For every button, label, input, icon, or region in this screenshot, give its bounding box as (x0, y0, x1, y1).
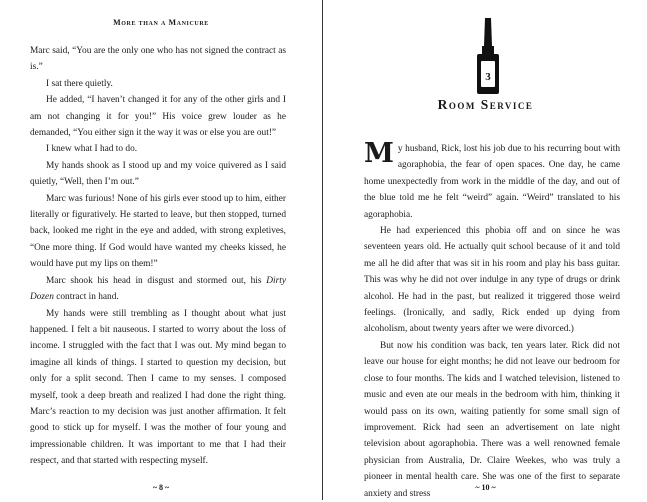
left-page-body (30, 43, 286, 470)
left-page (0, 0, 323, 500)
paragraph: He had experienced this phobia off and on since he was seventeen years old. He actually quit school because of it and told me all he did after that was sit in his room and play his bass guitar. This was why he did not over indulge in any type of drugs or drink alcohol. He had in the past, but realized it triggered those weird feelings. (Ironically, and sadly, Rick ended up dying from alcoholism, about twenty years after we were divorced.) (364, 226, 620, 335)
paragraph-text: y husband, Rick, lost his job due to his recurring bout with agoraphobia, the fear of open spaces. One day, he came home unexpectedly from work in the middle of the day, and out of the blue told me he felt “weird” again. “Weird” translated to his agoraphobia. (364, 144, 620, 220)
paragraph: I sat there quietly. (46, 78, 113, 89)
paragraph (30, 273, 286, 306)
drop-cap: M (364, 138, 394, 169)
paragraph: He added, “I haven’t changed it for any of the other girls and I am not changing it for you!” His voice grew louder as he demanded, “You either sign it the way it was or else you are out!” (30, 95, 286, 139)
paragraph: Marc said, “You are the only one who has not signed the contract as is.” (30, 46, 286, 73)
page-number: ~ 8 ~ (152, 483, 170, 492)
paragraph-text: contract in hand. (53, 292, 119, 303)
paragraph (364, 138, 620, 223)
paragraph: But now his condition was back, ten years later. Rick did not leave our house for eight months; he did not leave our bedroom for close to four months. The kids and I watched television, listened to music and even ate our meals in the bedroom with him, thinking it would pass on its own, waiting patiently for some small sign of improvement. Rick had seen an advertisement on late night television about agoraphobia. There was a well renowned female physician from Australia, Dr. Claire Weekes, who was truly a pioneer in mental health care. She was one of the first to separate anxiety and stress (364, 340, 620, 499)
page-number: ~ 10 ~ (475, 483, 496, 492)
running-head: More than a Manicure (113, 18, 209, 27)
chapter-title: Room Service (437, 97, 534, 112)
paragraph: My hands were still trembling as I thought about what just happened. I felt a bit nauseous. I started to worry about the loss of income. I struggled with the fact that I was out. My mind began to imagine all kinds of things. I started to question my decision, but only for a split second. Then I came to my senses. I composed myself, took a deep breath and realized I had done the right thing. Marc’s reaction to my decision was just another affirmation. It felt good to stick up for myself. I was the mother of four young and impressionable children. It was important to me that I had their respect, and that started with respecting myself. (30, 308, 286, 467)
paragraph-text: Marc shook his head in disgust and stormed out, his (46, 275, 267, 286)
right-page-body (364, 138, 620, 502)
nail-polish-bottle-icon (474, 16, 502, 96)
paragraph: Marc was furious! None of his girls ever stood up to him, either literally or figuratively. He started to leave, but then stopped, turned back, looked me right in the eye and added, with strong expletives, “One more thing. If God would have wanted my cheeks kissed, he would have put my lips on them!” (30, 193, 286, 270)
paragraph: My hands shook as I stood up and my voice quivered as I said quietly, “Well, then I’m out.” (30, 160, 286, 188)
paragraph: I knew what I had to do. (46, 144, 138, 155)
contract-name: Dirty Dozen (30, 275, 286, 303)
chapter-number: 3 (485, 71, 491, 83)
